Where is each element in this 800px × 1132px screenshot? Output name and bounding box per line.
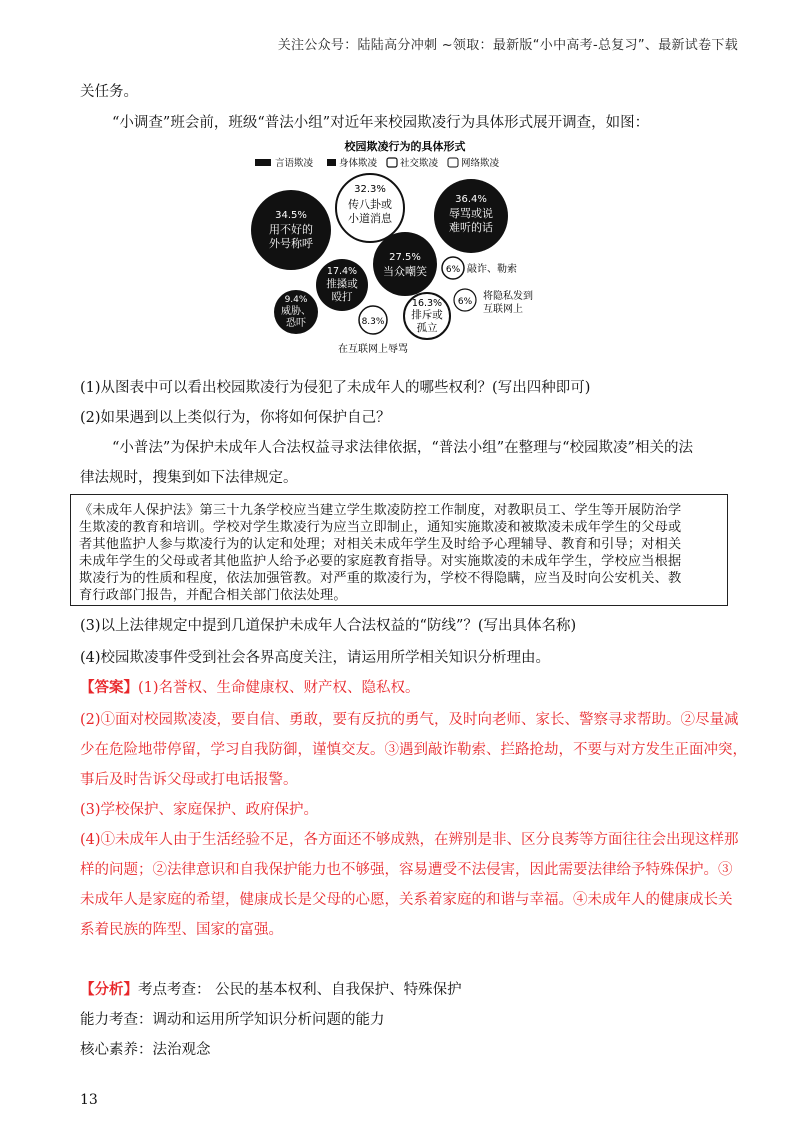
legend-physical: 身体欺凌 bbox=[339, 158, 378, 169]
analysis-line-3: 核心素养：法治观念 bbox=[80, 1042, 211, 1058]
legend-social: 社交欺凌 bbox=[400, 158, 439, 169]
law-line-2: 生欺凌的教育和培训。学校对学生欺凌行为应当立即制止，通知实施欺凌和被欺凌未成年学生的父母或 bbox=[79, 520, 682, 535]
bubble-exclude-pct: 16.3% bbox=[411, 298, 443, 309]
legend-swatch-online bbox=[448, 158, 458, 167]
legend-swatch-physical bbox=[327, 159, 336, 166]
law-intro-line-1: “小普法”为保护未成年人合法权益寻求法律依据，“普法小组”在整理与“校园欺凌”相关的法 bbox=[112, 440, 693, 456]
bullying-bubble-chart bbox=[245, 136, 565, 358]
bubble-insult-pct: 36.4% bbox=[455, 194, 487, 205]
question-1: (1)从图表中可以看出校园欺凌行为侵犯了未成年人的哪些权利？(写出四种即可) bbox=[80, 380, 591, 396]
bubble-insult-l1: 辱骂或说 bbox=[449, 207, 493, 220]
bubble-push-pct: 17.4% bbox=[326, 266, 358, 277]
answer-4-line-2: 样的问题；②法律意识和自我保护能力也不够强，容易遭受不法侵害，因此需要法律给予特殊保护。③ bbox=[80, 862, 733, 878]
bubble-gossip-pct: 32.3% bbox=[354, 184, 386, 195]
law-intro-line-2: 律法规时，搜集到如下法律规定。 bbox=[80, 470, 298, 486]
chart-title: 校园欺凌行为的具体形式 bbox=[344, 140, 466, 153]
bubble-gossip-l1: 传八卦或 bbox=[348, 198, 392, 211]
law-line-6: 育行政部门报告，并配合相关部门依法处理。 bbox=[79, 588, 347, 603]
law-line-1: 《未成年人保护法》第三十九条学校应当建立学生欺凌防控工作制度，对教职员工、学生等开展防治学 bbox=[79, 503, 682, 518]
bubble-threat-pct: 9.4% bbox=[284, 295, 308, 305]
legend-swatch-verbal bbox=[255, 159, 271, 166]
bubble-mock-l1: 当众嘲笑 bbox=[383, 265, 427, 278]
bubble-privacy-l2: 互联网上 bbox=[483, 304, 523, 315]
bubble-threat-l2: 恐吓 bbox=[286, 318, 306, 329]
legend-swatch-social bbox=[387, 158, 397, 167]
page-header: 关注公众号：陆陆高分冲刺 ~领取：最新版“小中高考-总复习”、最新试卷下载 bbox=[277, 38, 738, 53]
law-line-5: 欺凌行为的性质和程度，依法加强管教。对严重的欺凌行为，学校不得隐瞒，应当及时向公安机关、教 bbox=[79, 571, 682, 586]
legend-online: 网络欺凌 bbox=[461, 158, 500, 169]
answer-tag: 【答案】 bbox=[80, 679, 138, 696]
answer-3: (3)学校保护、家庭保护、政府保护。 bbox=[80, 802, 319, 818]
analysis-tag: 【分析】 bbox=[80, 981, 138, 998]
bubble-push-l1: 推搡或 bbox=[326, 278, 358, 290]
bubble-mock bbox=[373, 232, 437, 296]
bubble-threat-l1: 威胁、 bbox=[281, 306, 311, 317]
bubble-online-insult-pct: 8.3% bbox=[361, 317, 385, 327]
answer-2-line-2: 少在危险地带停留，学习自我防御，谨慎交友。③遇到敲诈勒索、拦路抢劫，不要与对方发生正面冲突， bbox=[80, 742, 747, 758]
bubble-gossip-l2: 小道消息 bbox=[348, 212, 392, 225]
answer-4-line-3: 未成年人是家庭的希望，健康成长是父母的心愿，关系着家庭的和谐与幸福。④未成年人的健康成长关 bbox=[80, 892, 733, 908]
bubble-insult-l2: 难听的话 bbox=[449, 221, 493, 234]
law-excerpt-box bbox=[70, 494, 728, 606]
legend-verbal: 言语欺凌 bbox=[275, 158, 314, 169]
bubble-exclude-l1: 排斥或 bbox=[411, 309, 443, 321]
law-line-3: 者其他监护人参与欺凌行为的认定和处理；对相关未成年学生及时给予心理辅导、教育和引导；对相关 bbox=[79, 537, 682, 552]
intro-line-1: 关任务。 bbox=[80, 84, 138, 100]
page-number: 13 bbox=[80, 1092, 98, 1108]
question-2: (2)如果遇到以上类似行为，你将如何保护自己？ bbox=[80, 410, 391, 426]
analysis-line-2: 能力考查：调动和运用所学知识分析问题的能力 bbox=[80, 1012, 385, 1028]
analysis-line-1 bbox=[80, 978, 462, 999]
bubble-mock-pct: 27.5% bbox=[389, 252, 421, 263]
answer-1-line bbox=[80, 676, 420, 697]
answer-1: (1)名誉权、生命健康权、财产权、隐私权。 bbox=[138, 680, 420, 696]
answer-2-line-3: 事后及时告诉父母或打电话报警。 bbox=[80, 772, 298, 788]
chart-footer-label: 在互联网上辱骂 bbox=[338, 344, 408, 355]
bubble-nickname-pct: 34.5% bbox=[275, 210, 307, 221]
bubble-exclude-l2: 孤立 bbox=[416, 322, 438, 334]
answer-2-line-1: (2)①面对校园欺凌凌，要自信、勇敢，要有反抗的勇气，及时向老师、家长、警察寻求帮助。②尽量减 bbox=[80, 712, 739, 728]
bubble-nickname-l1: 用不好的 bbox=[269, 223, 313, 236]
answer-4-line-4: 系着民族的阵型、国家的富强。 bbox=[80, 922, 283, 938]
bubble-push-l2: 殴打 bbox=[331, 291, 353, 303]
bubble-extortion-pct: 6% bbox=[445, 265, 461, 275]
bubble-nickname-l2: 外号称呼 bbox=[269, 237, 313, 250]
bubble-extortion-label: 敲诈、勒索 bbox=[467, 264, 517, 275]
question-3: (3)以上法律规定中提到几道保护未成年人合法权益的“防线”？(写出具体名称) bbox=[80, 618, 577, 634]
bubble-privacy-pct: 6% bbox=[457, 297, 473, 307]
intro-line-2: “小调查”班会前，班级“普法小组”对近年来校园欺凌行为具体形式展开调查，如图： bbox=[112, 115, 650, 131]
analysis-points: 考点考查： 公民的基本权利、自我保护、特殊保护 bbox=[138, 982, 462, 998]
law-line-4: 未成年学生的父母或者其他监护人给予必要的家庭教育指导。对实施欺凌的未成年学生，学校应当根据 bbox=[79, 554, 682, 569]
bubble-privacy-l1: 将隐私发到 bbox=[483, 291, 533, 302]
answer-4-line-1: (4)①未成年人由于生活经验不足，各方面还不够成熟，在辨别是非、区分良莠等方面往往会出现这样那 bbox=[80, 832, 739, 848]
question-4: (4)校园欺凌事件受到社会各界高度关注，请运用所学相关知识分析理由。 bbox=[80, 650, 551, 666]
